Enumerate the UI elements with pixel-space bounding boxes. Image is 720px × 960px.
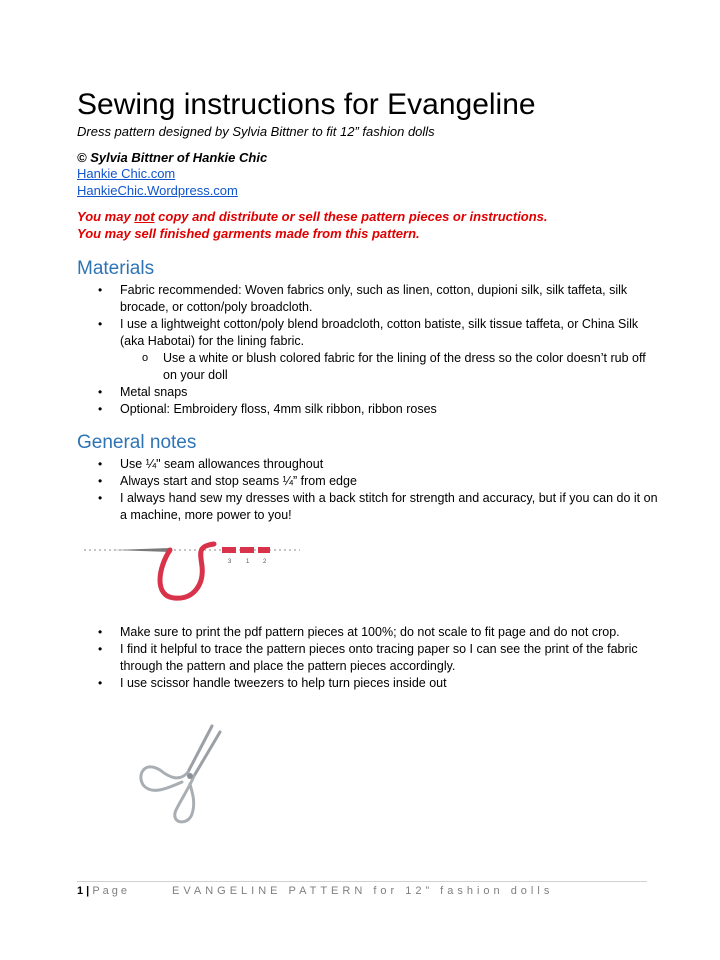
list-item-text: Always start and stop seams ¼” from edge xyxy=(120,474,357,488)
materials-list xyxy=(0,282,720,418)
list-item-text: Make sure to print the pdf pattern pieces at 100%; do not scale to fit page and do not crop. xyxy=(120,625,620,639)
stitch-mark xyxy=(240,547,254,553)
list-item-text: I use a lightweight cotton/poly blend broadcloth, cotton batiste, silk tissue taffeta, or China Silk (aka Habotai) for the lining fabric. xyxy=(120,317,639,348)
bullet-icon: • xyxy=(98,676,103,690)
page-number: 1 xyxy=(77,885,84,897)
bullet-icon: • xyxy=(98,317,103,331)
scissor-tweezers-icon xyxy=(130,720,230,830)
list-item xyxy=(0,384,720,401)
bullet-icon: • xyxy=(98,642,103,656)
needle-icon xyxy=(112,548,170,552)
list-item-text: Use ¼" seam allowances throughout xyxy=(120,457,324,471)
list-item-text: Fabric recommended: Woven fabrics only, such as linen, cotton, dupioni silk, silk taffeta, silk brocade, or cotton/poly broadcloth. xyxy=(120,283,628,314)
list-item xyxy=(0,490,720,524)
list-item xyxy=(0,350,720,384)
materials-heading: Materials xyxy=(77,258,155,279)
bullet-icon: • xyxy=(98,283,103,297)
stitch-label: 1 xyxy=(246,559,250,565)
list-item-text: I use scissor handle tweezers to help turn pieces inside out xyxy=(120,676,447,690)
general-notes-list xyxy=(0,456,720,524)
list-item xyxy=(0,316,720,350)
list-item xyxy=(0,401,720,418)
copy-warning-not: not xyxy=(134,209,155,224)
bullet-icon: • xyxy=(98,457,103,471)
back-stitch-illustration xyxy=(82,528,302,608)
copy-warning-post: copy and distribute or sell these pattern pieces or instructions. xyxy=(154,209,548,224)
bullet-icon: • xyxy=(98,402,103,416)
wordpress-link[interactable]: HankieChic.Wordpress.com xyxy=(77,183,238,198)
footer-divider xyxy=(77,881,647,882)
general-notes-list-continued xyxy=(0,624,720,692)
general-notes-heading: General notes xyxy=(77,432,197,453)
sub-bullet-icon: o xyxy=(142,352,149,364)
thread-loop xyxy=(160,544,214,598)
page-title: Sewing instructions for Evangeline xyxy=(77,88,536,121)
page-label: Page xyxy=(92,885,131,897)
list-item-text: I always hand sew my dresses with a back stitch for strength and accuracy, but if you can do it on a machine, more power to you! xyxy=(120,491,658,522)
footer-separator: | xyxy=(83,885,93,897)
stitch-mark xyxy=(222,547,236,553)
list-item-text: Metal snaps xyxy=(120,385,188,399)
copy-warning xyxy=(77,209,548,224)
footer-pattern-name: EVANGELINE xyxy=(172,885,282,897)
stitch-mark xyxy=(258,547,270,553)
list-item xyxy=(0,675,720,692)
bullet-icon: • xyxy=(98,474,103,488)
list-item xyxy=(0,282,720,316)
list-item-text: Optional: Embroidery floss, 4mm silk ribbon, ribbon roses xyxy=(120,402,437,416)
copy-warning-pre: You may xyxy=(77,209,135,224)
page-subtitle: Dress pattern designed by Sylvia Bittner to fit 12” fashion dolls xyxy=(77,124,435,139)
footer-pattern-title xyxy=(172,885,553,897)
list-item xyxy=(0,456,720,473)
hankie-chic-link[interactable]: Hankie Chic.com xyxy=(77,166,176,181)
list-item-text: Use a white or blush colored fabric for the lining of the dress so the color doesn’t rub off on your doll xyxy=(163,351,646,382)
bullet-icon: • xyxy=(98,491,103,505)
copyright-line: © Sylvia Bittner of Hankie Chic xyxy=(77,150,268,165)
bullet-icon: • xyxy=(98,385,103,399)
sell-notice: You may sell finished garments made from this pattern. xyxy=(77,226,420,241)
list-item-text: I find it helpful to trace the pattern pieces onto tracing paper so I can see the print of the fabric through the pattern and place the pattern pieces accordingly. xyxy=(120,642,638,673)
page-footer xyxy=(77,885,554,897)
list-item xyxy=(0,641,720,675)
list-item xyxy=(0,473,720,490)
stitch-label: 3 xyxy=(228,559,232,565)
bullet-icon: • xyxy=(98,625,103,639)
footer-pattern-rest: PATTERN for 12” fashion dolls xyxy=(281,885,554,897)
list-item xyxy=(0,624,720,641)
stitch-label: 2 xyxy=(263,559,267,565)
